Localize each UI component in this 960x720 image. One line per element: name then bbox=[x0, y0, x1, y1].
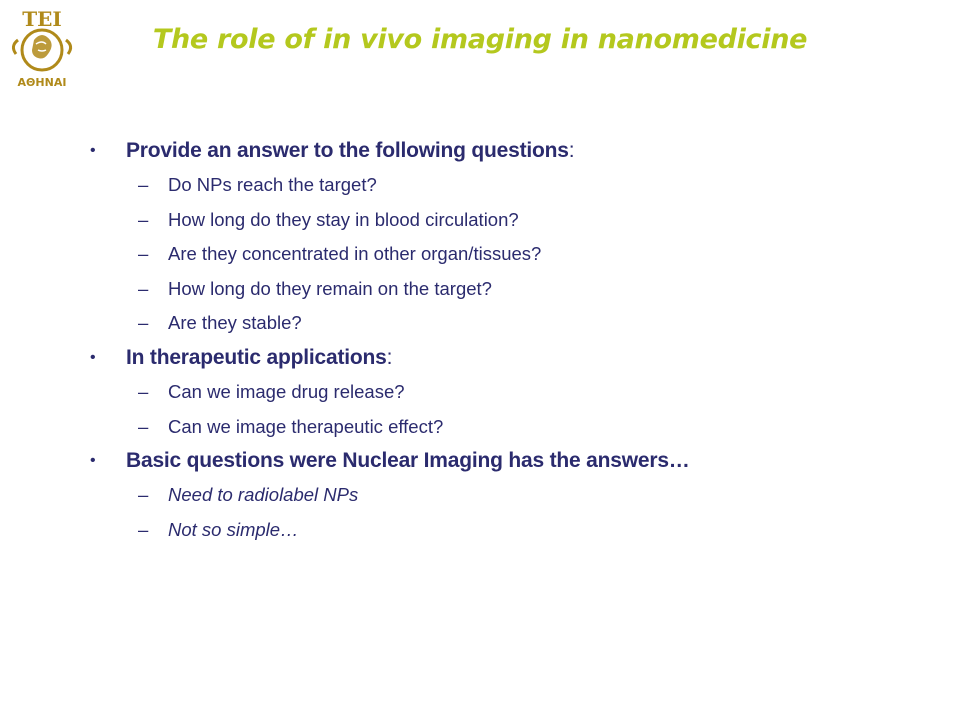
dash-icon: – bbox=[138, 277, 149, 299]
slide-content bbox=[86, 134, 926, 547]
dash-icon: – bbox=[138, 484, 149, 506]
sub-item-text: Are they concentrated in other organ/tissues? bbox=[168, 243, 542, 265]
sub-item-text: How long do they stay in blood circulation? bbox=[168, 208, 519, 230]
sub-item-text: Do NPs reach the target? bbox=[168, 174, 377, 195]
sub-item bbox=[86, 306, 926, 341]
dash-icon: – bbox=[138, 518, 149, 540]
bullet-dot-icon: • bbox=[90, 452, 96, 470]
bullet-item bbox=[86, 341, 926, 375]
slide-title: The role of in vivo imaging in nanomedicine bbox=[152, 24, 808, 55]
sub-item bbox=[86, 272, 926, 307]
dash-icon: – bbox=[138, 174, 149, 195]
dash-icon: – bbox=[138, 380, 149, 402]
dash-icon: – bbox=[138, 415, 149, 437]
sub-item bbox=[86, 375, 926, 410]
logo-text-top: ΤΕΙ bbox=[22, 7, 62, 31]
dash-icon: – bbox=[138, 243, 149, 265]
sub-item-text: Not so simple… bbox=[168, 518, 299, 540]
bullet-dot-icon: • bbox=[90, 142, 96, 159]
logo-text-bottom: ΑΘΗΝΑΙ bbox=[17, 76, 67, 89]
sub-item-text: Can we image therapeutic effect? bbox=[168, 415, 444, 437]
bullet-item bbox=[86, 444, 926, 478]
logo-graphic bbox=[4, 6, 84, 90]
bullet-suffix: : bbox=[568, 139, 575, 162]
sub-item-text: How long do they remain on the target? bbox=[168, 277, 492, 299]
sub-item-text: Need to radiolabel NPs bbox=[168, 484, 359, 506]
dash-icon: – bbox=[138, 208, 149, 230]
bullet-heading: Basic questions were Nuclear Imaging has the answers… bbox=[126, 449, 690, 473]
bullet-dot-icon: • bbox=[90, 348, 96, 366]
sub-item bbox=[86, 237, 926, 272]
sub-item bbox=[86, 168, 926, 203]
sub-item-text: Are they stable? bbox=[168, 312, 302, 334]
sub-item bbox=[86, 478, 926, 513]
tei-athens-logo-icon bbox=[4, 6, 84, 90]
bullet-item bbox=[86, 134, 926, 168]
bullet-suffix: : bbox=[386, 345, 393, 369]
sub-item bbox=[86, 410, 926, 445]
sub-item-text: Can we image drug release? bbox=[168, 380, 405, 402]
dash-icon: – bbox=[138, 312, 149, 334]
sub-item bbox=[86, 513, 926, 548]
sub-item bbox=[86, 203, 926, 238]
bullet-heading: Provide an answer to the following questions bbox=[126, 139, 569, 162]
bullet-heading: In therapeutic applications bbox=[126, 345, 387, 369]
